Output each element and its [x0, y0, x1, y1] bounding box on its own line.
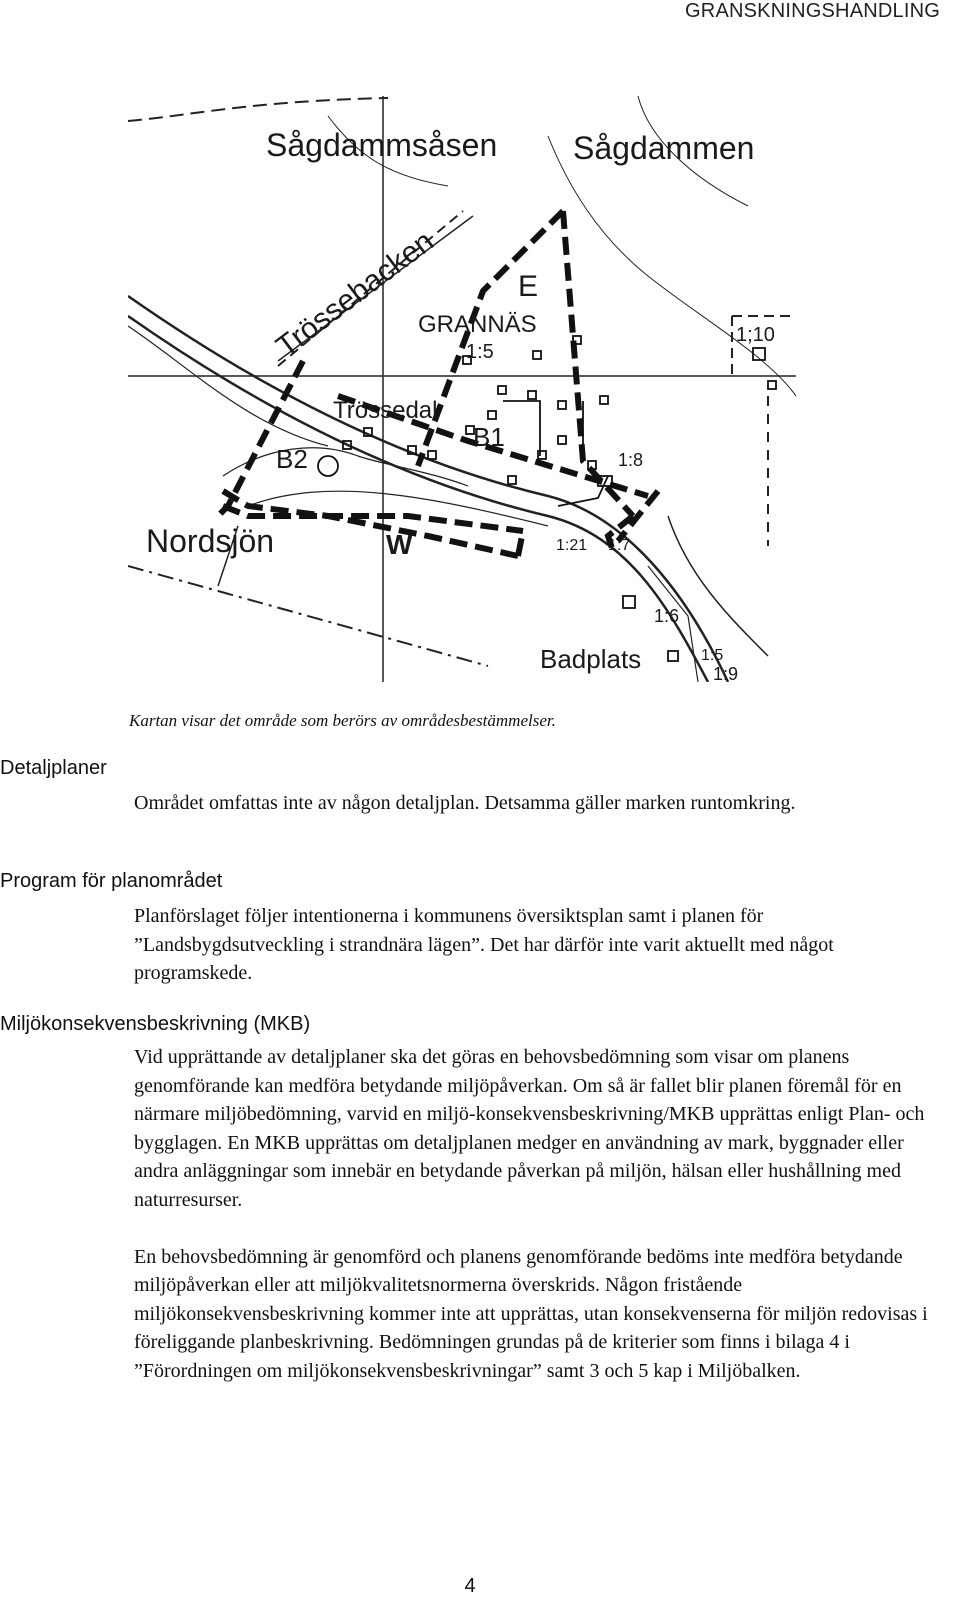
map-label-sagdammsasen: Sågdammsåsen: [266, 127, 498, 163]
paragraph: En behovsbedömning är genomförd och planens genomförande bedöms inte medföra betydande miljöpåverkan eller att miljökvalitetsnormerna överskrids. Någon fristående miljökonsekvensbeskrivning kommer inte att upprättas, utan konsekvenserna för miljön redovisas i föreliggande planbeskrivning. Bedömningen grundas på de kriterier som finns i bilaga 4 i ”Förordningen om miljökonsekvensbeskrivningar” samt 3 och 5 kap i Miljöbalken.: [134, 1245, 928, 1382]
heading-detaljplaner: Detaljplaner: [0, 757, 107, 779]
map-label-parcel-1-7: 1:7: [608, 537, 631, 554]
map-label-nordsjon: Nordsjön: [146, 523, 275, 559]
area-map-drawing: [128, 96, 796, 682]
map-label-badplats: Badplats: [540, 644, 642, 674]
map-label-parcel-1-5-shore: 1:5: [701, 647, 724, 664]
paragraph: Området omfattas inte av någon detaljplan. Detsamma gäller marken runtomkring.: [134, 792, 796, 814]
map-label-parcel-1-5: 1:5: [466, 341, 494, 363]
map-label-parcel-1-21: 1:21: [556, 537, 588, 554]
map-label-parcel-1-10: 1;10: [736, 324, 775, 346]
area-map: [128, 96, 796, 682]
map-label-zone-w: W: [386, 529, 413, 560]
map-label-sagdammen: Sågdammen: [573, 130, 755, 166]
heading-mkb: Miljökonsekvensbeskrivning (MKB): [0, 1013, 311, 1035]
paragraph: Vid upprättande av detaljplaner ska det göras en behovsbedömning som visar om planens genomförande kan medföra betydande miljöpåverkan. Om så är fallet blir planen föremål för en närmare miljöbedömning, varvid en miljö-konsekvensbeskrivning/MKB upprättas enligt Plan- och bygglagen. En MKB upprättas om detaljplanen medger en användning av mark, byggnader eller andra anläggningar som innebär en betydande påverkan på miljön, hälsan eller hushållning med naturresurser.: [134, 1046, 925, 1211]
paragraph: Planförslaget följer intentionerna i kommunens översiktsplan samt i planen för ”Landsbygdsutveckling i strandnära lägen”. Det har därför inte varit aktuellt med något programskede.: [134, 905, 834, 985]
map-label-parcel-1-9: 1:9: [713, 664, 739, 682]
map-label-zone-b2: B2: [276, 444, 308, 474]
map-caption: Kartan visar det område som berörs av områdesbestämmelser.: [129, 711, 556, 730]
map-label-trossebacken: Trössebacken: [270, 224, 440, 364]
map-label-parcel-1-8: 1:8: [618, 450, 644, 470]
section-program-body: [134, 902, 942, 988]
map-label-zone-e: E: [518, 270, 539, 303]
map-label-zone-b1: B1: [473, 422, 505, 452]
section-detaljplaner-body: [134, 789, 942, 818]
map-label-grannas: GRANNÄS: [418, 311, 537, 338]
map-label-parcel-1-6: 1:6: [654, 606, 680, 626]
map-label-trossedal: Trössedal: [333, 397, 438, 424]
heading-program: Program för planområdet: [0, 870, 223, 892]
page-number: 4: [464, 1575, 476, 1597]
section-mkb-body: [134, 1043, 942, 1386]
document-status-label: GRANSKNINGSHANDLING: [685, 0, 940, 22]
